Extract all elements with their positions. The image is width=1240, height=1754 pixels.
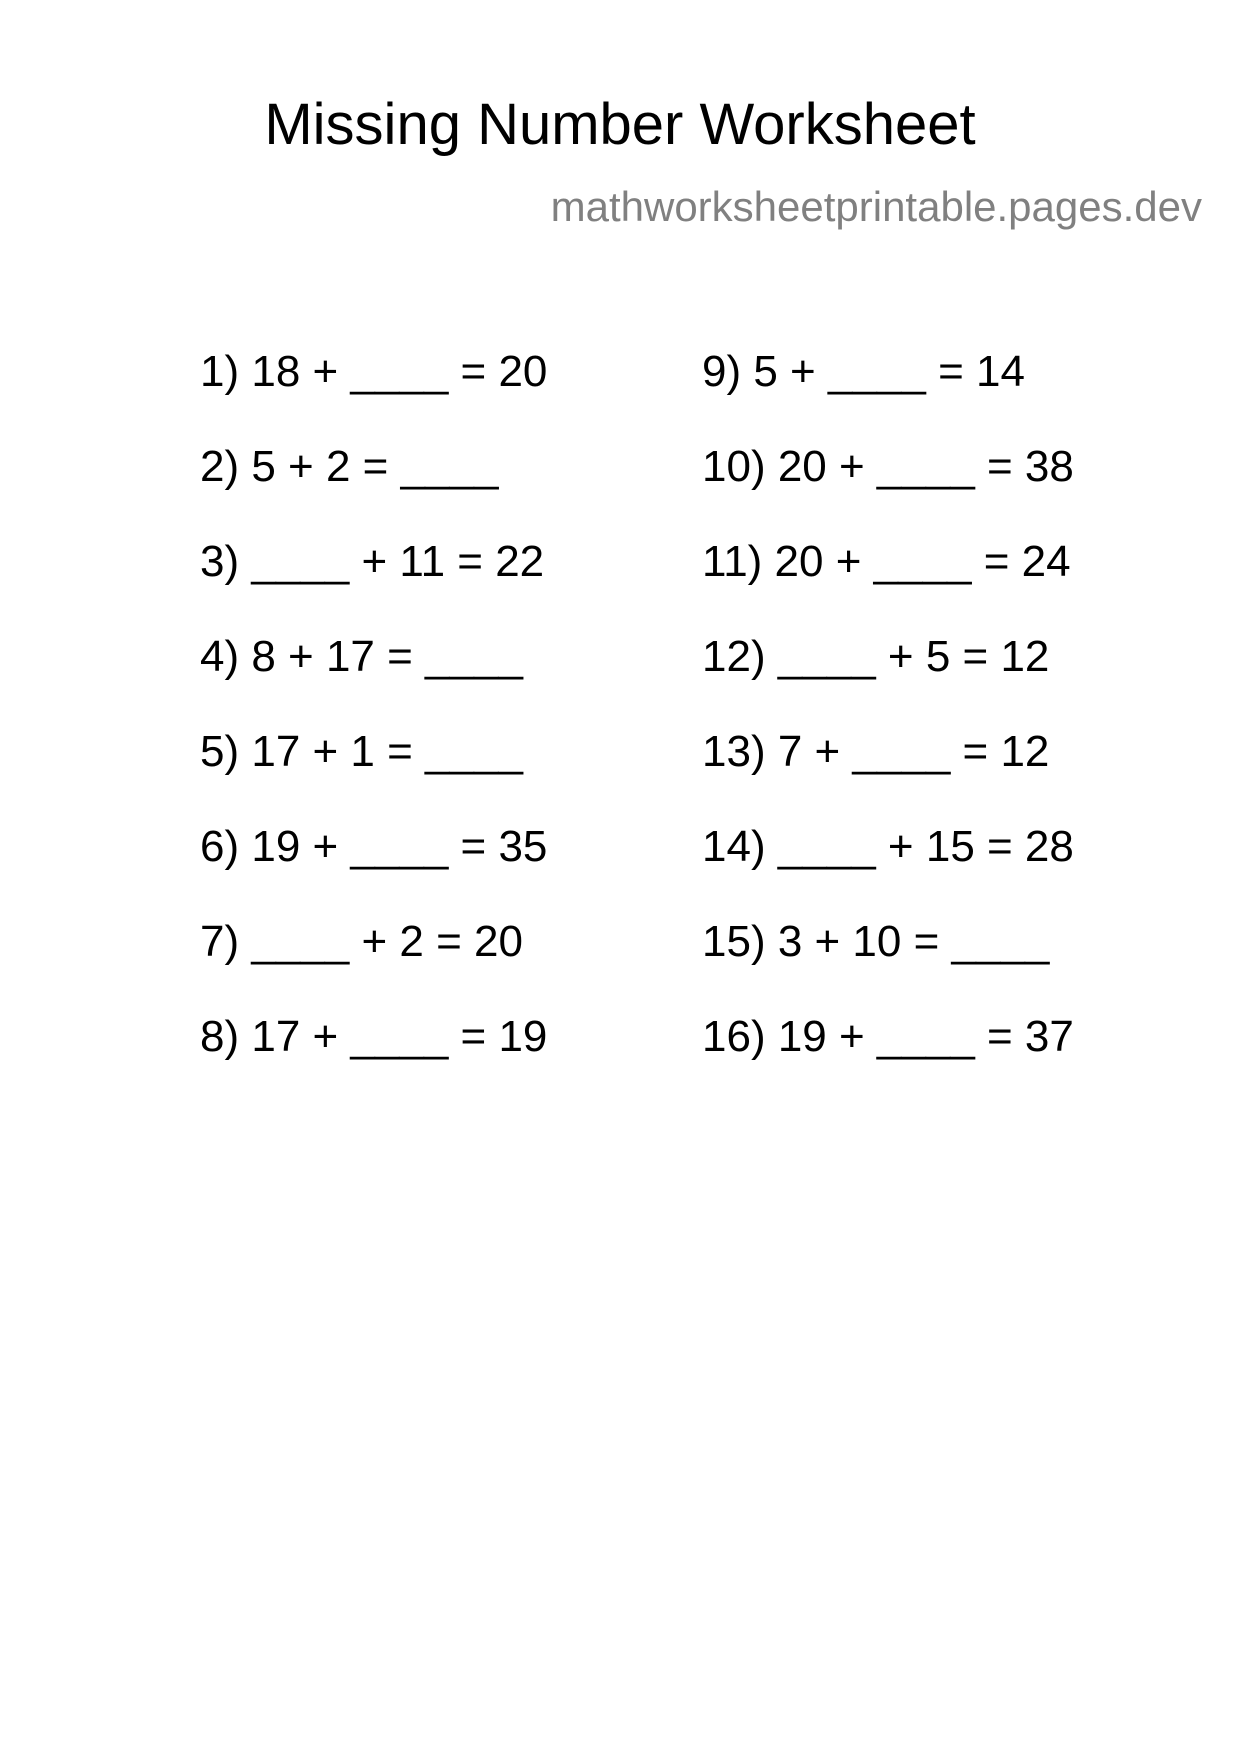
problem-item: 9) 5 + ____ = 14 bbox=[702, 347, 1025, 396]
problem-item: 2) 5 + 2 = ____ bbox=[200, 442, 499, 491]
problem-item: 15) 3 + 10 = ____ bbox=[702, 917, 1050, 966]
problem-item: 10) 20 + ____ = 38 bbox=[702, 442, 1074, 491]
problem-item: 12) ____ + 5 = 12 bbox=[702, 632, 1050, 681]
problem-item: 5) 17 + 1 = ____ bbox=[200, 727, 523, 776]
problem-column-left bbox=[200, 347, 548, 1110]
problem-item: 16) 19 + ____ = 37 bbox=[702, 1012, 1074, 1061]
website-url: mathworksheetprintable.pages.dev bbox=[550, 183, 1202, 230]
problem-item: 1) 18 + ____ = 20 bbox=[200, 347, 548, 396]
problem-item: 3) ____ + 11 = 22 bbox=[200, 537, 545, 586]
problem-column-right bbox=[702, 347, 1074, 1110]
problem-item: 11) 20 + ____ = 24 bbox=[702, 537, 1071, 586]
problem-item: 13) 7 + ____ = 12 bbox=[702, 727, 1050, 776]
problem-item: 7) ____ + 2 = 20 bbox=[200, 917, 523, 966]
problem-item: 4) 8 + 17 = ____ bbox=[200, 632, 523, 681]
problem-item: 6) 19 + ____ = 35 bbox=[200, 822, 548, 871]
worksheet-title: Missing Number Worksheet bbox=[264, 92, 976, 157]
problem-item: 14) ____ + 15 = 28 bbox=[702, 822, 1074, 871]
problem-item: 8) 17 + ____ = 19 bbox=[200, 1012, 548, 1061]
